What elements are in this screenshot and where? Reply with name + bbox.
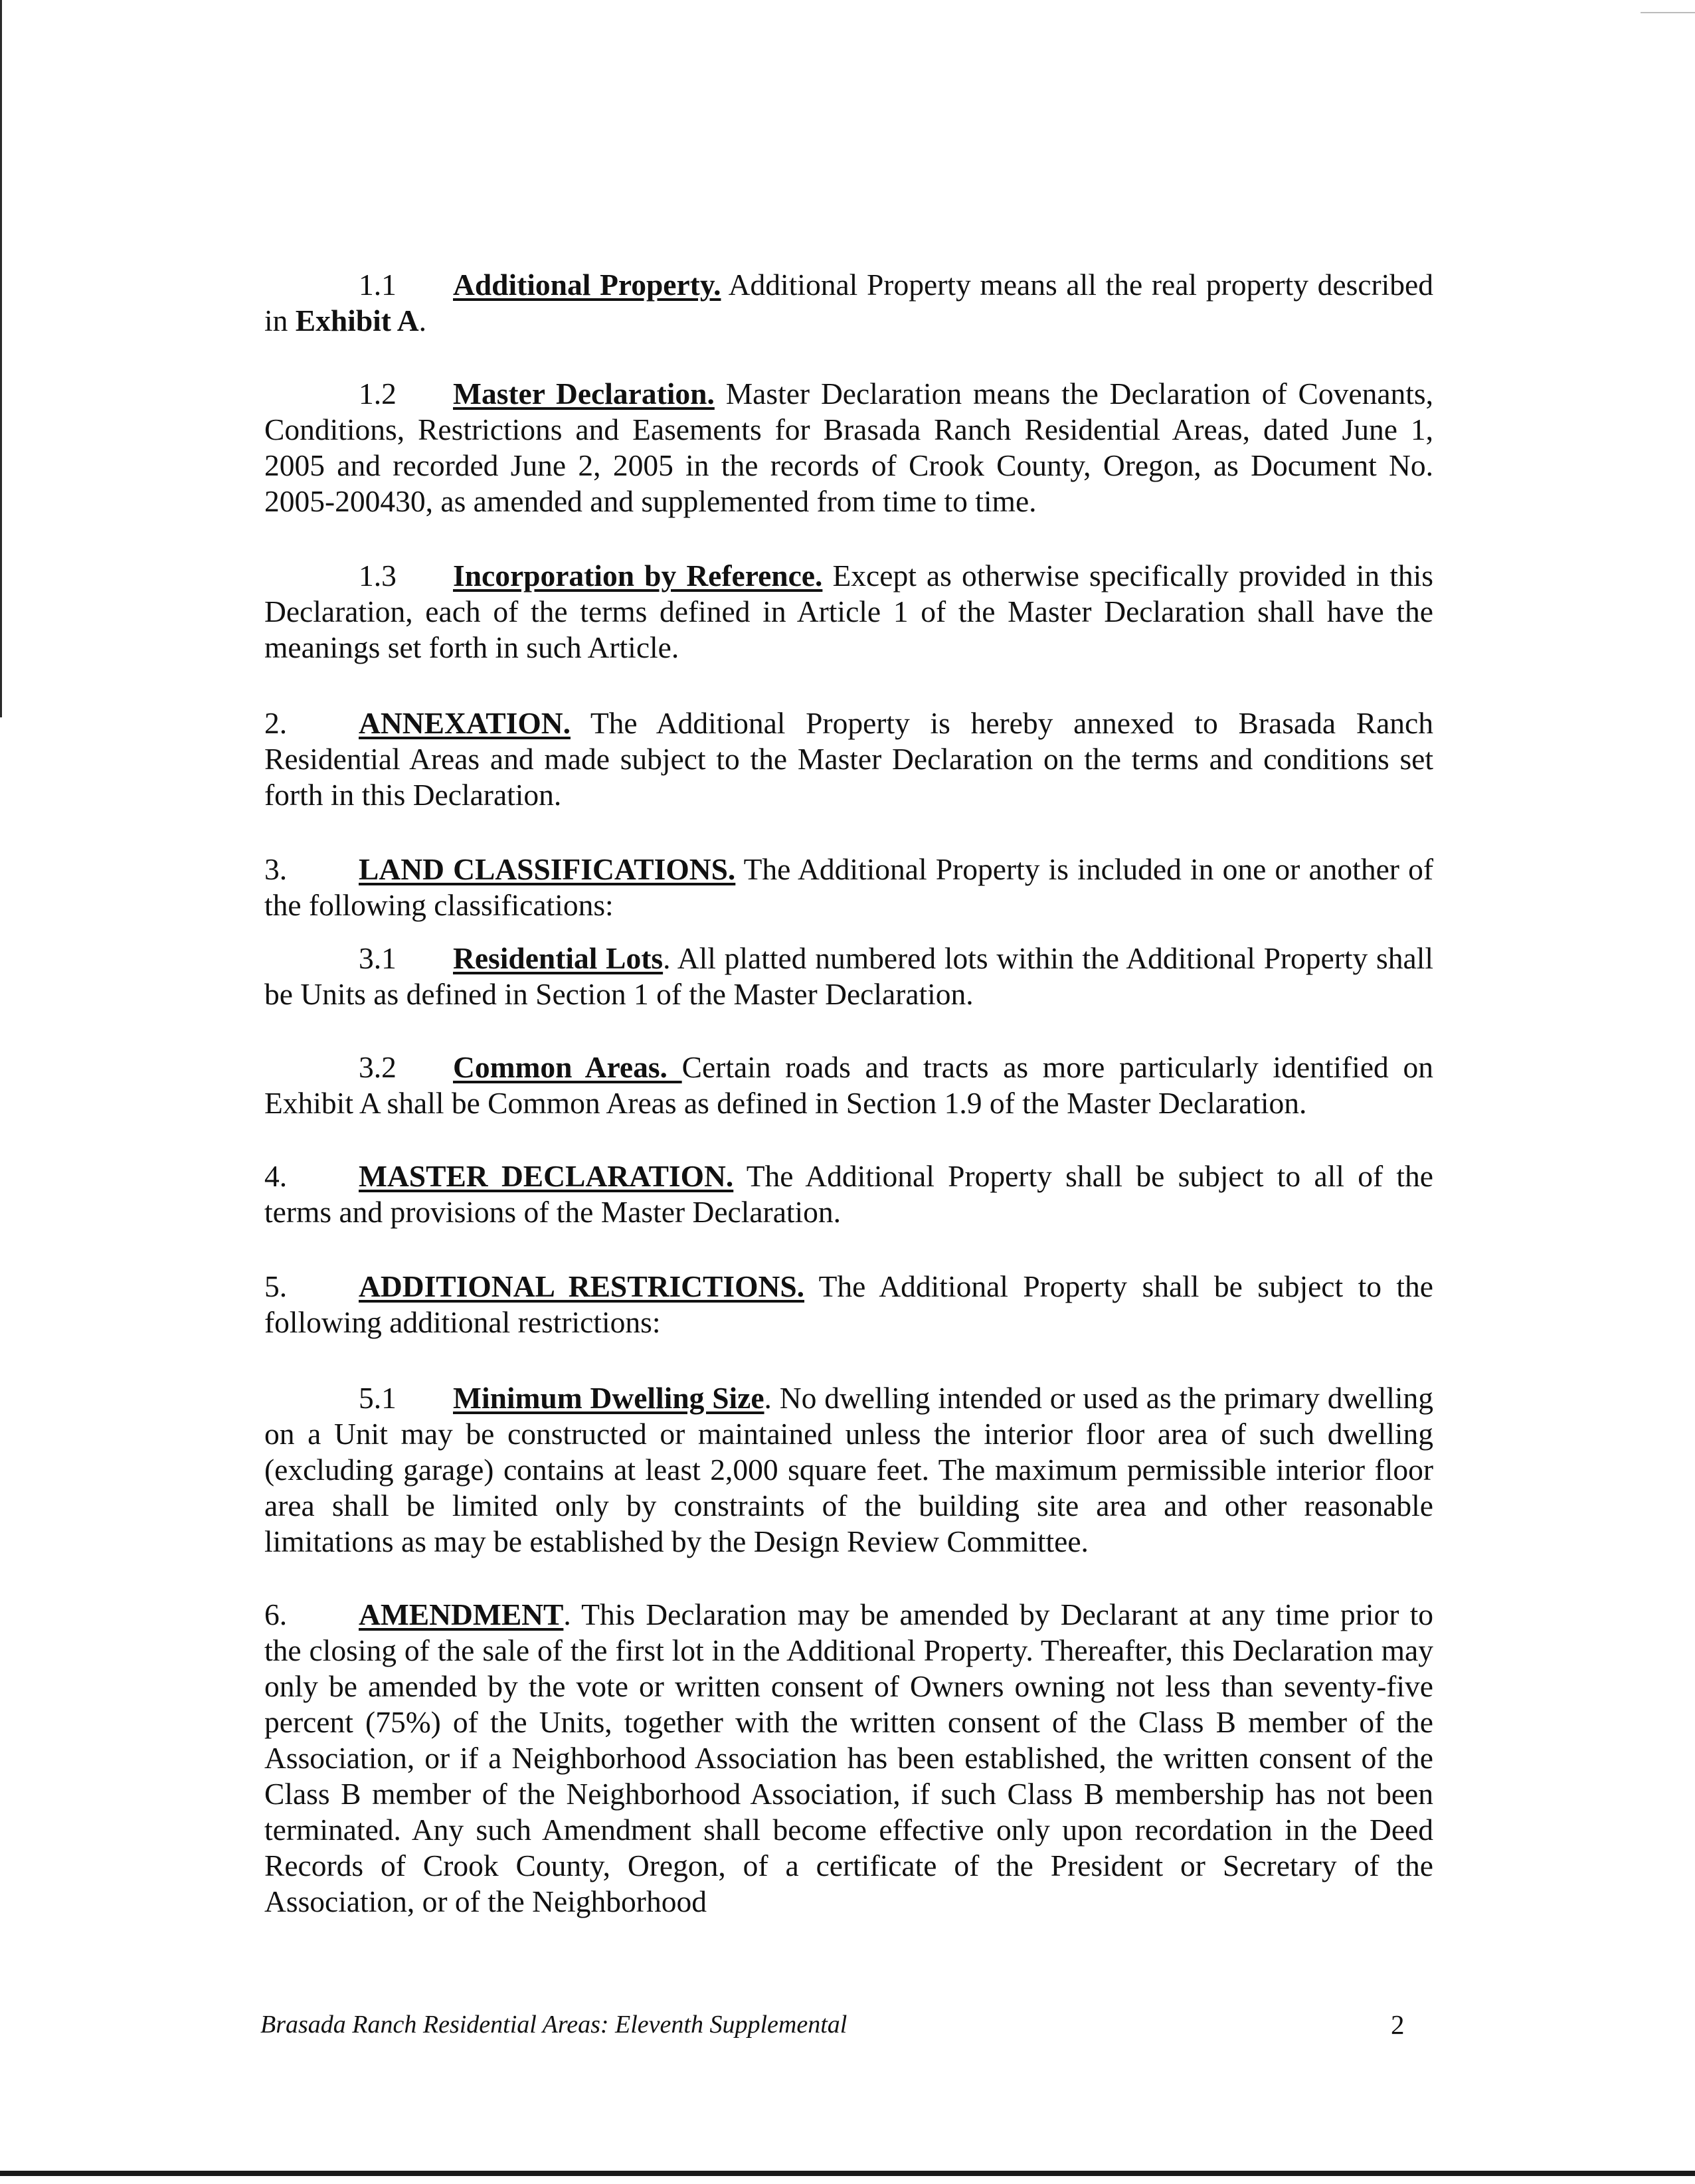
- section-heading: Minimum Dwelling Size: [453, 1381, 764, 1415]
- section-number: 1.2: [359, 377, 397, 410]
- footer-title: Brasada Ranch Residential Areas: Eleventh Supplemental: [260, 2011, 848, 2039]
- section-text: The Additional Property is included in one or another of the following classifications:: [264, 852, 1433, 922]
- scan-edge-top-right: [1641, 12, 1695, 13]
- section-text: Certain roads and tracts as more particularly identified on Exhibit A shall be Common Areas as defined in Section 1.9 of the Master Declaration.: [264, 1050, 1433, 1120]
- section-number: 3.1: [359, 941, 397, 975]
- section-2: [264, 705, 1433, 813]
- section-heading: Master Declaration.: [453, 377, 715, 410]
- section-5: [264, 1269, 1433, 1340]
- section-text: The Additional Property shall be subject to the following additional restrictions:: [264, 1269, 1433, 1339]
- section-number: 4.: [264, 1159, 288, 1193]
- section-3-1: [264, 941, 1433, 1012]
- scan-edge-left: [0, 0, 2, 717]
- section-3: [264, 852, 1433, 923]
- section-text: . All platted numbered lots within the Additional Property shall be Units as defined in Section 1 of the Master Declaration.: [264, 941, 1433, 1011]
- section-text: Master Declaration means the Declaration of Covenants, Conditions, Restrictions and Easements for Brasada Ranch Residential Areas, dated June 1, 2005 and recorded June 2, 2005 in the records of Crook County, Oregon, as Document No. 2005-200430, as amended and supplemented from time to time.: [264, 377, 1433, 518]
- section-number: 1.3: [359, 559, 397, 592]
- section-number: 1.1: [359, 268, 397, 302]
- section-text: The Additional Property shall be subject to all of the terms and provisions of the Master Declaration.: [264, 1159, 1433, 1229]
- section-1-2: [264, 376, 1433, 519]
- exhibit-reference: Exhibit A: [295, 304, 419, 337]
- section-text: The Additional Property is hereby annexed to Brasada Ranch Residential Areas and made subject to the Master Declaration on the terms and conditions set forth in this Declaration.: [264, 706, 1433, 812]
- section-5-1: [264, 1380, 1433, 1560]
- section-text: Additional Property means all the real property described in: [264, 268, 1433, 337]
- section-text: . No dwelling intended or used as the primary dwelling on a Unit may be constructed or maintained unless the interior floor area of such dwelling (excluding garage) contains at least 2,000 square feet. The maximum permissible interior floor area shall be limited only by constraints of the building site area and other reasonable limitations as may be established by the Design Review Committee.: [264, 1381, 1433, 1558]
- scan-edge-bottom: [0, 2171, 1695, 2176]
- section-heading: ANNEXATION.: [359, 706, 571, 740]
- section-heading: MASTER DECLARATION.: [359, 1159, 734, 1193]
- section-number: 5.: [264, 1269, 288, 1303]
- section-heading: Additional Property.: [453, 268, 721, 302]
- section-6: [264, 1597, 1433, 1920]
- section-4: [264, 1158, 1433, 1230]
- section-number: 3.: [264, 852, 288, 886]
- section-1-1: [264, 267, 1433, 339]
- section-1-3: [264, 558, 1433, 666]
- section-text-end: .: [418, 304, 427, 337]
- section-number: 3.2: [359, 1050, 397, 1084]
- section-number: 6.: [264, 1597, 288, 1631]
- page-number: 2: [1391, 2009, 1405, 2040]
- section-number: 2.: [264, 706, 288, 740]
- section-heading: Residential Lots: [453, 941, 664, 975]
- section-heading: ADDITIONAL RESTRICTIONS.: [359, 1269, 804, 1303]
- section-heading: AMENDMENT: [359, 1597, 564, 1631]
- section-text: . This Declaration may be amended by Declarant at any time prior to the closing of the sale of the first lot in the Additional Property. Thereafter, this Declaration may only be amended by the vote or written consent of Owners owning not less than seventy-five percent (75%) of the Units, together with the written consent of the Class B member of the Association, or if a Neighborhood Association has been established, the written consent of the Class B member of the Neighborhood Association, if such Class B membership has not been terminated. Any such Amendment shall become effective only upon recordation in the Deed Records of Crook County, Oregon, of a certificate of the President or Secretary of the Association, or of the Neighborhood: [264, 1597, 1433, 1918]
- section-3-2: [264, 1049, 1433, 1121]
- section-heading: Incorporation by Reference.: [453, 559, 823, 592]
- section-text: Except as otherwise specifically provided in this Declaration, each of the terms defined in Article 1 of the Master Declaration shall have the meanings set forth in such Article.: [264, 559, 1434, 664]
- section-heading: Common Areas.: [453, 1050, 682, 1084]
- section-number: 5.1: [359, 1381, 397, 1415]
- section-heading: LAND CLASSIFICATIONS.: [359, 852, 736, 886]
